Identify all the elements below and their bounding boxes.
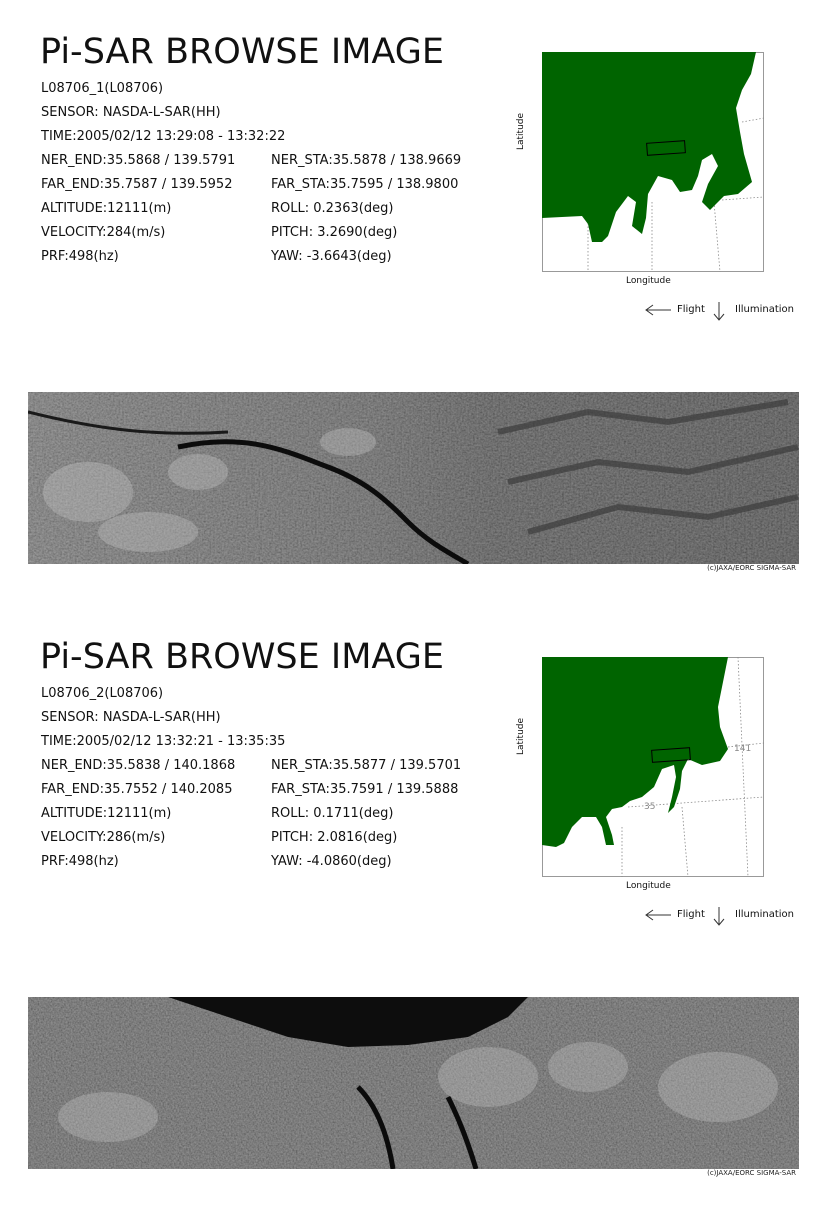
- left-arrow-icon: [644, 907, 672, 924]
- prf-text: PRF:498(hz): [41, 854, 119, 869]
- map-graphic: [542, 52, 764, 272]
- altitude-text: ALTITUDE:12111(m): [41, 201, 172, 216]
- far-end-text: FAR_END:35.7552 / 140.2085: [41, 782, 233, 797]
- pitch-text: PITCH: 2.0816(deg): [271, 830, 398, 845]
- roll-text: ROLL: 0.1711(deg): [271, 806, 394, 821]
- scene-id: L08706_1(L08706): [41, 81, 164, 96]
- longitude-label: Longitude: [626, 276, 671, 286]
- left-arrow-icon: [644, 302, 672, 319]
- browse-record-2: [0, 605, 822, 1205]
- far-end-text: FAR_END:35.7587 / 139.5952: [41, 177, 233, 192]
- sensor-text: SENSOR: NASDA-L-SAR(HH): [41, 710, 221, 725]
- grid-label-35: 35: [644, 802, 656, 812]
- browse-record-1: [0, 0, 822, 600]
- location-map: [542, 657, 764, 877]
- sar-image: [28, 997, 799, 1169]
- sar-image-graphic: [28, 997, 799, 1169]
- ner-sta-text: NER_STA:35.5878 / 138.9669: [271, 153, 462, 168]
- far-sta-text: FAR_STA:35.7595 / 138.9800: [271, 177, 459, 192]
- prf-text: PRF:498(hz): [41, 249, 119, 264]
- illumination-label: Illumination: [735, 304, 794, 315]
- velocity-text: VELOCITY:284(m/s): [41, 225, 166, 240]
- ner-sta-text: NER_STA:35.5877 / 139.5701: [271, 758, 462, 773]
- pitch-text: PITCH: 3.2690(deg): [271, 225, 398, 240]
- flight-label: Flight: [677, 909, 705, 920]
- scene-id: L08706_2(L08706): [41, 686, 164, 701]
- yaw-text: YAW: -3.6643(deg): [271, 249, 392, 264]
- down-arrow-icon: [712, 302, 726, 325]
- flight-label: Flight: [677, 304, 705, 315]
- credit-text: (c)JAXA/EORC SIGMA-SAR: [707, 564, 796, 572]
- latitude-label: Latitude: [516, 112, 526, 150]
- illumination-label: Illumination: [735, 909, 794, 920]
- altitude-text: ALTITUDE:12111(m): [41, 806, 172, 821]
- page-title: Pi-SAR BROWSE IMAGE: [40, 32, 444, 72]
- time-text: TIME:2005/02/12 13:29:08 - 13:32:22: [41, 129, 286, 144]
- sar-image: [28, 392, 799, 564]
- ner-end-text: NER_END:35.5868 / 139.5791: [41, 153, 236, 168]
- velocity-text: VELOCITY:286(m/s): [41, 830, 166, 845]
- down-arrow-icon: [712, 907, 726, 930]
- sar-image-graphic: [28, 392, 799, 564]
- page-title: Pi-SAR BROWSE IMAGE: [40, 637, 444, 677]
- sensor-text: SENSOR: NASDA-L-SAR(HH): [41, 105, 221, 120]
- map-graphic: [542, 657, 764, 877]
- latitude-label: Latitude: [516, 717, 526, 755]
- yaw-text: YAW: -4.0860(deg): [271, 854, 392, 869]
- roll-text: ROLL: 0.2363(deg): [271, 201, 394, 216]
- grid-label-141: 141: [734, 744, 752, 754]
- time-text: TIME:2005/02/12 13:32:21 - 13:35:35: [41, 734, 286, 749]
- location-map: [542, 52, 764, 272]
- far-sta-text: FAR_STA:35.7591 / 139.5888: [271, 782, 459, 797]
- ner-end-text: NER_END:35.5838 / 140.1868: [41, 758, 236, 773]
- longitude-label: Longitude: [626, 881, 671, 891]
- credit-text: (c)JAXA/EORC SIGMA-SAR: [707, 1169, 796, 1177]
